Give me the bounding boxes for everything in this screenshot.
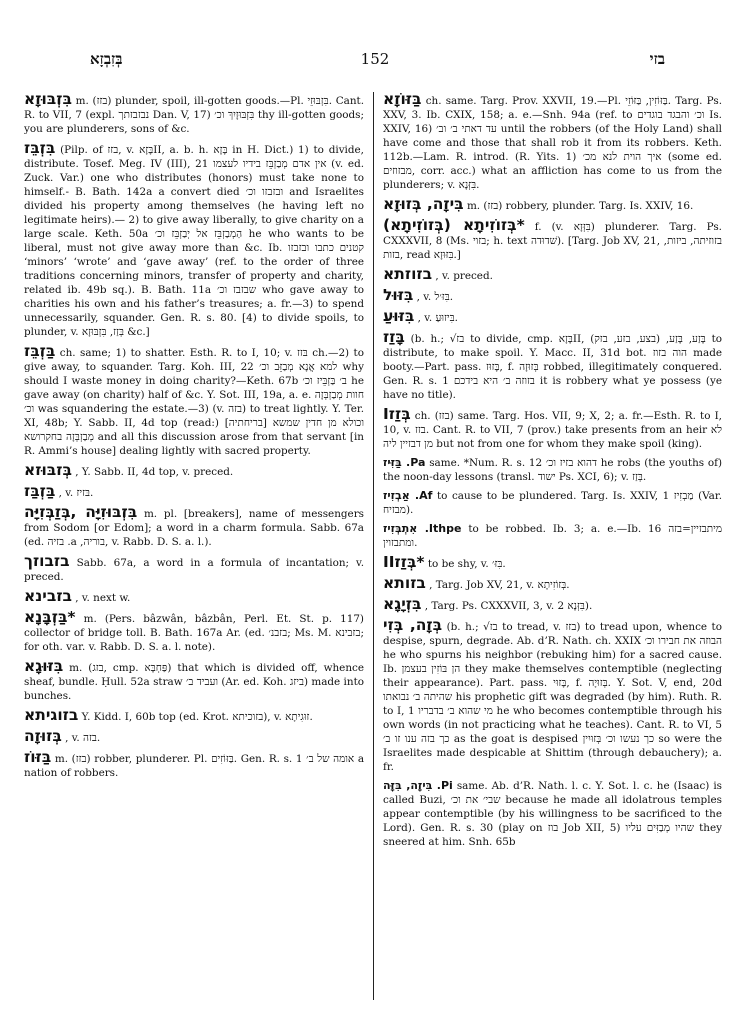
dictionary-entry — [24, 484, 364, 500]
dictionary-entry — [24, 505, 364, 549]
entry-headword: בִּזּוּגָא — [24, 657, 64, 675]
dictionary-entry — [24, 141, 364, 339]
header-guide-word-right: בזי — [649, 50, 665, 68]
entry-text: , v. בִּזּ׳ל. — [416, 291, 454, 303]
running-head — [40, 50, 710, 74]
entry-headword: בִּזְיָגָא — [383, 595, 422, 613]
entry-text: same. *Num. R. s. 12 דהוא בזיז וכ׳ he robs (the youths of) the noon-day lessons (transl. ישוד Ps. XCI, 6); v. בְּזַז. — [383, 457, 722, 483]
entry-headword: Ithpe. אִתְבְּזִיז — [383, 522, 462, 535]
entry-headword: בזותא — [383, 574, 426, 592]
dictionary-entry — [383, 288, 722, 304]
entry-text: (b. h.; √בז to tread, v. בזז) to tread upon, whence to despise, spurn, degrade. Ab. d’R. Nath. ch. XXIX הבוזה את חבירו וכ׳ he who spurns his neighbor (rebuking him) for a sacred cause. Ib. הן בּוֹזִין בעצמן they make themselves contemptible (neglecting their appearance). Part. pass. בָּזוּי, f. בְּזוּיָה. Y. Sot. V, end, 20d שהיתה ב׳ נבואתו his prophetic gift was degraded (by him). Ruth. R. to I, 1 מי שהוא ב׳ בדבריו he who becomes contemptible through his own words (in not practicing what he teaches). Cant. R. to VI, 5 כך בזה ענו זו ב׳ as the goat is despised כך נעשו וכ׳ בְּזוּיִין so were the Israelites made despicable at Shittim (through debauchery); a. fr. — [383, 621, 722, 773]
dictionary-entry — [383, 309, 722, 325]
page-number: 152 — [360, 50, 390, 68]
entry-text: f. (v. בִּזְּזָא) plunderer. Targ. Ps. CXXXVII, 8 (Ms. בזוי; h. text שׁדוּדה). [Targ. Job XV, 21, בזוזיתה, ביזות, בזות, read בִּזּוּזָא.] — [383, 221, 722, 261]
left-column — [24, 92, 373, 1000]
entry-headword: בַּזְבַּז — [24, 482, 56, 500]
entry-headword: בִּיזָה, בְּזוּזָא — [383, 195, 464, 213]
entry-headword: בְּזבּוּזא — [24, 461, 72, 479]
dictionary-entry — [24, 750, 364, 780]
dictionary-entry — [383, 597, 722, 613]
entry-text: , v. בזה. — [65, 732, 101, 744]
entry-text: m. (Pers. bâzwân, bâzbân, Perl. Et. St. p. 117) collector of bridge toll. B. Bath. 167a Ar. (ed. בזבנ׳; Ms. M. בזבינא; for oth. var. v. Rabb. D. S. a. l. note). — [24, 613, 364, 653]
entry-headword: בִּזְבֵּז — [24, 139, 56, 157]
dictionary-entry — [383, 407, 722, 451]
dictionary-entry — [24, 554, 364, 584]
entry-headword: בִּזּוּל — [383, 286, 414, 304]
entry-headword: *בְּזוֹזִיתָא (בְּזוֹזִיתָא) — [383, 216, 525, 234]
entry-headword: בַּזְבֵּז — [24, 342, 56, 360]
text-columns — [24, 92, 724, 1000]
dictionary-entry — [383, 267, 722, 283]
entry-text: Y. Kidd. I, 60b top (ed. Krot. בזוכיתא), v. זוּגִיתָא. — [81, 711, 313, 723]
dictionary-entry — [24, 589, 364, 605]
entry-headword: *בְּזַזII — [383, 553, 425, 571]
entry-text: m. (בזז) plunder, spoil, ill-gotten goods.—Pl. בִּזְבּוּזֵי. Cant. R. to VII, 7 (expl. נבזבזתך Dan. V, 17) בִּזְבּוּזָיִךְ וכ׳ thy ill-gotten goods; you are plunderers, sons of &c. — [24, 95, 365, 135]
entry-headword: בִּזְבּוּזָא — [24, 92, 72, 108]
dictionary-entry — [383, 555, 722, 571]
entry-text: to cause to be plundered. Targ. Is. XXIV, 1 מַבְזִיז (Var. מבזיח). — [383, 490, 722, 516]
entry-headword: בזוגיתא — [24, 706, 79, 724]
dictionary-entry — [383, 779, 722, 849]
entry-text: m. pl. [breakers], name of messengers from Sodom [or Edom]; a word in a charm formula. Sabb. 67a (ed. בזיה .a ,בוריה, v. Rabb. D. S. a. l.). — [24, 508, 364, 548]
header-guide-word-left: בְּזִבְזָא — [90, 50, 123, 68]
entry-text: to be robbed. Ib. 3; a. e.—Ib. 16 מיתבזיין=בזה ומתבזוין. — [383, 523, 722, 549]
entry-headword: בַּזּוֹזָא — [383, 92, 422, 108]
entry-headword: בזבוזך — [24, 552, 70, 570]
dictionary-entry — [383, 456, 722, 484]
entry-text: ch. (בזז) same. Targ. Hos. VII, 9; X, 2; a. fr.—Esth. R. to I, 10, v. בזז. Cant. R. to VII, 7 (prov.) take presents from an heir לא מן דבזיין ליה but not from one for whom they make spoil (king). — [383, 410, 722, 450]
entry-text: same. Ab. d’R. Nath. l. c. Y. Sot. l. c. he (Isaac) is called Buzi, שבי׳ את וכ׳ because he made all idolatrous temples appear contemptible (by his willingness to be sacrificed to the Lord). Gen. R. s. 30 (play on בוז Job XII, 5) שהיו מְבַזִּים עליו they sneered at him. Snh. 65b — [383, 780, 722, 848]
entry-text: , Targ. Ps. CXXXVII, 3, v. בִּזְּנָא 2). — [424, 600, 593, 612]
entry-text: Sabb. 67a, a word in a formula of incantation; v. preced. — [24, 557, 364, 583]
entry-headword: בַּזּוֹז — [24, 748, 52, 766]
dictionary-entry — [24, 610, 364, 654]
entry-headword: בִּזְבּוּזִיָּה ,בְּזַבְּזִיָּה — [24, 503, 138, 521]
dictionary-entry — [383, 576, 722, 592]
entry-text: m. (בזז) robber, plunderer. Pl. בַּזּוֹזִים. Gen. R. s. 1 אומה של ב׳ a nation of robbers. — [24, 753, 365, 779]
dictionary-entry — [24, 659, 364, 703]
dictionary-entry — [383, 522, 722, 550]
entry-text: , v. preced. — [435, 270, 493, 282]
entry-text: , Targ. Job XV, 21, v. בְּזוֹזִיתָא. — [429, 579, 570, 591]
dictionary-entry — [24, 729, 364, 745]
entry-text: , v. בּזיז. — [58, 487, 94, 499]
entry-text: ch. same. Targ. Prov. XXVII, 19.—Pl. בַּזּוֹזִין, בַּזּוֹזֵי. Targ. Ps. XXV, 3. Ib. CXIX, 158; a. e.—Snh. 94a (ref. to וכ׳ והבגד בוגדים Is. XXIV, 16) עד דאתי ב׳ וב׳ until the robbers (of the Holy Land) shall have come and those that shall rob it from its robbers. Keth. 112b.—Lam. R. introd. (R. Yits. 1) איך הוית לנא מכ׳ (some ed. מבזוזים, corr. acc.) what an affliction has come to us from the plunderers; v. בִּזְּנָא. — [383, 95, 722, 191]
entry-headword: בָּזַז — [383, 328, 405, 346]
entry-text: , Y. Sabb. II, 4d top, v. preced. — [75, 466, 234, 478]
entry-text: to be shy, v. בִּזּ׳. — [427, 558, 506, 570]
entry-headword: בזוזתא — [383, 265, 433, 283]
dictionary-entry — [24, 463, 364, 479]
entry-headword: בְּזַזI — [383, 405, 411, 423]
dictionary-entry — [24, 708, 364, 724]
dictionary-entry — [383, 618, 722, 774]
dictionary-entry — [383, 92, 722, 192]
dictionary-entry — [383, 218, 722, 262]
dictionary-entry — [24, 344, 364, 458]
entry-text: (b. h.; √בז to divide, cmp. בָּזָאII, בָּזַע, בָּזַע, (בצע, בזע, בזק) to distribute, to make spoil. Y. Macc. II, 31d bot. הוה בזוז made booty.—Part. pass. בָּזוּז, f. בְּזוּזָה robbed, illegitimately conquered. Gen. R. s. 1 בזוזה ב׳ היא בידכם it is robbery what ye possess (ye have no title). — [383, 333, 722, 401]
entry-text: , v. בִּיזוּעַ. — [417, 312, 458, 324]
entry-text: ch. same; 1) to shatter. Esth. R. to I, 10; v. בּזז ch.—2) to give away, to squander. Targ. Koh. III, 22 למא אֲנָא מְבַזֵּב וכ׳ why should I waste money in doing charity?—Keth. 67b ב׳ בַּזְבֵּיז וכ׳ he gave away (on charity) half of &c. Y. Sot. III, 19a, a. e. חוות מְבַזְבְּזָה וכ׳ was squandering the estate.—3) (v. בזה) to treat lightly. Y. Ter. XI, 48b; Y. Sabb. II, 4d top (read:) [בריחתיה] וכולא מן חדין שמשא מְבַזְבְּזָה בחקרושא and all this discussion arose from that servant [in R. Ammi’s house] dealing lightly with sacred property. — [24, 347, 365, 457]
entry-headword: Af. אַבְזִיז — [383, 489, 433, 502]
entry-text: m. (בזג, cmp. פַּחְבָּא) that which is divided off, whence sheaf, bundle. Ḥull. 52a straw ועביד ב׳ (Ar. ed. Koh. ביזג) made into bunches. — [24, 662, 364, 702]
entry-headword: בְּזָה, בְּזִי — [383, 616, 443, 634]
entry-text: (Pilp. of בזז, v. בָּזָאII, a. b. h. בָּזָא in H. Dict.) 1) to divide, distribute. Tosef. Meg. IV (III), 21 אין אדם מְבַזְבֵּז בידיו לעצמו (v. ed. Zuck. Var.) one who distributes (honors) must take none to himself.- B. Bath. 142a a convert died ובזבזו וכ׳ and Israelites divided his property among themselves (he having left no legitimate heirs).— 2) to give away liberally, to give charity on a large scale. Keth. 50a הַמְבַזְבֵּז אל יְבַזְבֵּז וכ׳ he who wants to be liberal, must not give away more than &c. Ib. קטנים כתבו ובזבזו ‘minors’ ‘wrote’ and ‘gave away’ (ref. to the order of three traditions concerning minors, transfer of property and charity, related ib. 49b sq.). B. Bath. 11a שבזבז וכ׳ who gave away to charities his own and his father’s treasures; a. fr.—3) to spend unnecessarily, squander. Gen. R. s. 80. [4) to divide spoils, to plunder, v. בְּזַז, בִּזְבּוּזָא &c.] — [24, 144, 365, 338]
dictionary-entry — [383, 197, 722, 213]
entry-text: m. (בזז) robbery, plunder. Targ. Is. XXIV, 16. — [466, 200, 694, 212]
dictionary-entry — [383, 330, 722, 402]
right-column — [373, 92, 722, 1000]
entry-text: , v. next w. — [75, 592, 131, 604]
entry-headword: Pi. בִּיזָה, בִּזָּה — [383, 779, 453, 792]
entry-headword: בזבינא — [24, 587, 72, 605]
entry-headword: Pa. בַּזִּיז — [383, 456, 426, 469]
entry-headword: בְּזוּזָה — [24, 727, 62, 745]
dictionary-entry — [24, 92, 364, 136]
dictionary-entry — [383, 489, 722, 517]
entry-headword: בִּזּוּעַ — [383, 307, 415, 325]
entry-headword: *בַּזְבָּנָא — [24, 608, 76, 626]
